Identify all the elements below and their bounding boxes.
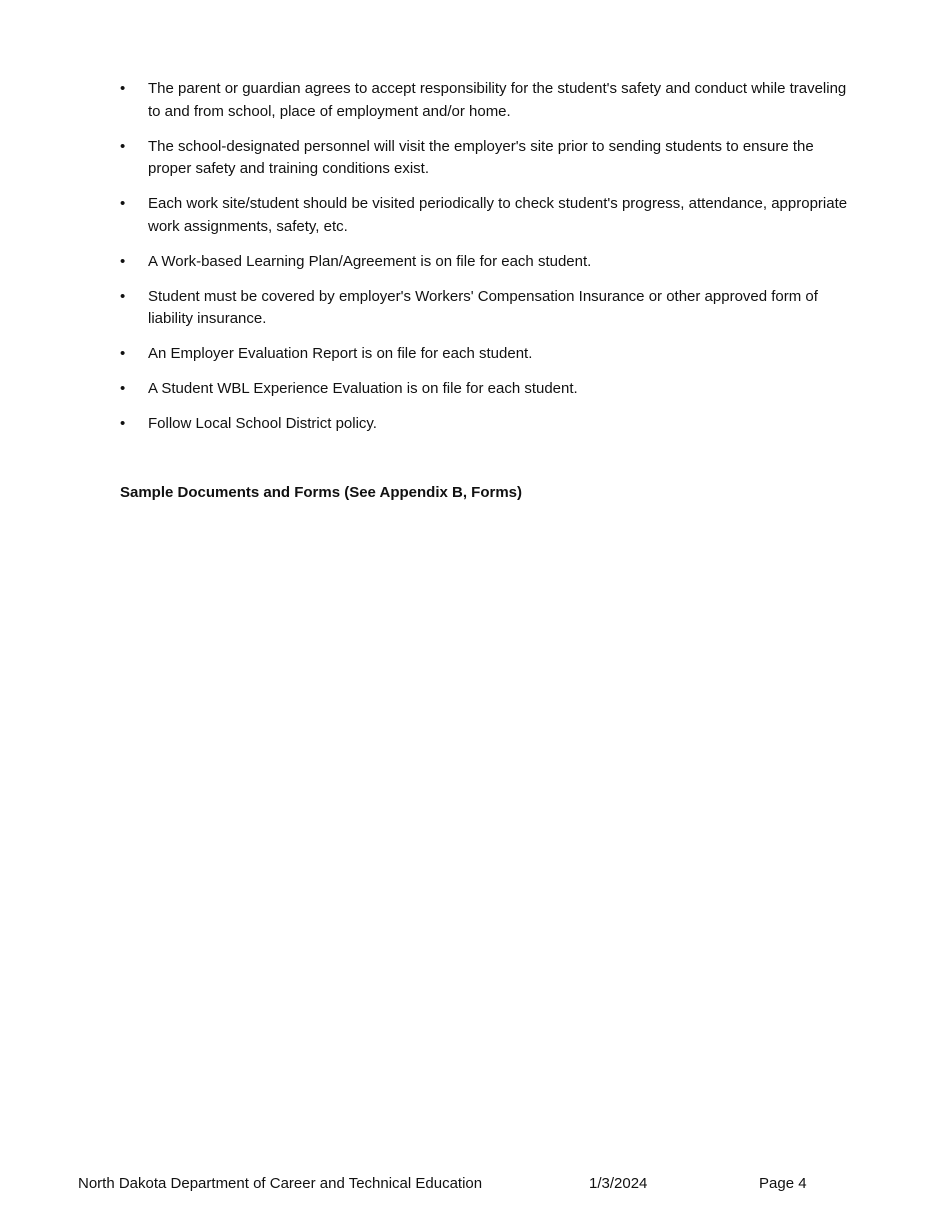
bullet-icon: •	[120, 137, 126, 155]
requirements-list	[120, 78, 860, 448]
list-item-text: The school-designated personnel will visit the employer's site prior to sending students to ensure the proper safety and training conditions exist.	[148, 137, 814, 177]
page-footer	[0, 1173, 950, 1197]
list-item-text: A Work-based Learning Plan/Agreement is on file for each student.	[148, 252, 592, 270]
list-item	[120, 378, 860, 401]
list-item	[120, 136, 860, 181]
footer-page-number: Page 4	[759, 1175, 807, 1192]
list-item	[120, 343, 860, 366]
list-item-text: An Employer Evaluation Report is on file for each student.	[148, 345, 533, 362]
bullet-icon: •	[120, 80, 126, 97]
list-item-text: The parent or guardian agrees to accept responsibility for the student's safety and conduct while traveling to and from school, place of employment and/or home.	[148, 80, 847, 120]
list-item-text: A Student WBL Experience Evaluation is on file for each student.	[148, 380, 578, 397]
list-item-text: Each work site/student should be visited periodically to check student's progress, attendance, appropriate work assignments, safety, etc.	[148, 195, 848, 235]
bullet-icon: •	[120, 287, 126, 305]
list-item	[120, 193, 860, 238]
list-item	[120, 286, 860, 331]
list-item	[120, 251, 860, 274]
footer-date: 1/3/2024	[589, 1175, 648, 1192]
list-item	[120, 413, 860, 436]
list-item-text: Follow Local School District policy.	[148, 415, 377, 432]
section-heading: Sample Documents and Forms (See Appendix B, Forms)	[120, 484, 523, 501]
bullet-icon: •	[120, 345, 126, 362]
bullet-icon: •	[120, 195, 126, 212]
bullet-icon: •	[120, 380, 126, 397]
bullet-icon: •	[120, 415, 126, 432]
list-item	[120, 78, 860, 123]
list-item-text: Student must be covered by employer's Workers' Compensation Insurance or other approved form of liability insurance.	[148, 287, 818, 327]
footer-organization: North Dakota Department of Career and Technical Education	[78, 1175, 483, 1192]
bullet-icon: •	[120, 252, 126, 270]
